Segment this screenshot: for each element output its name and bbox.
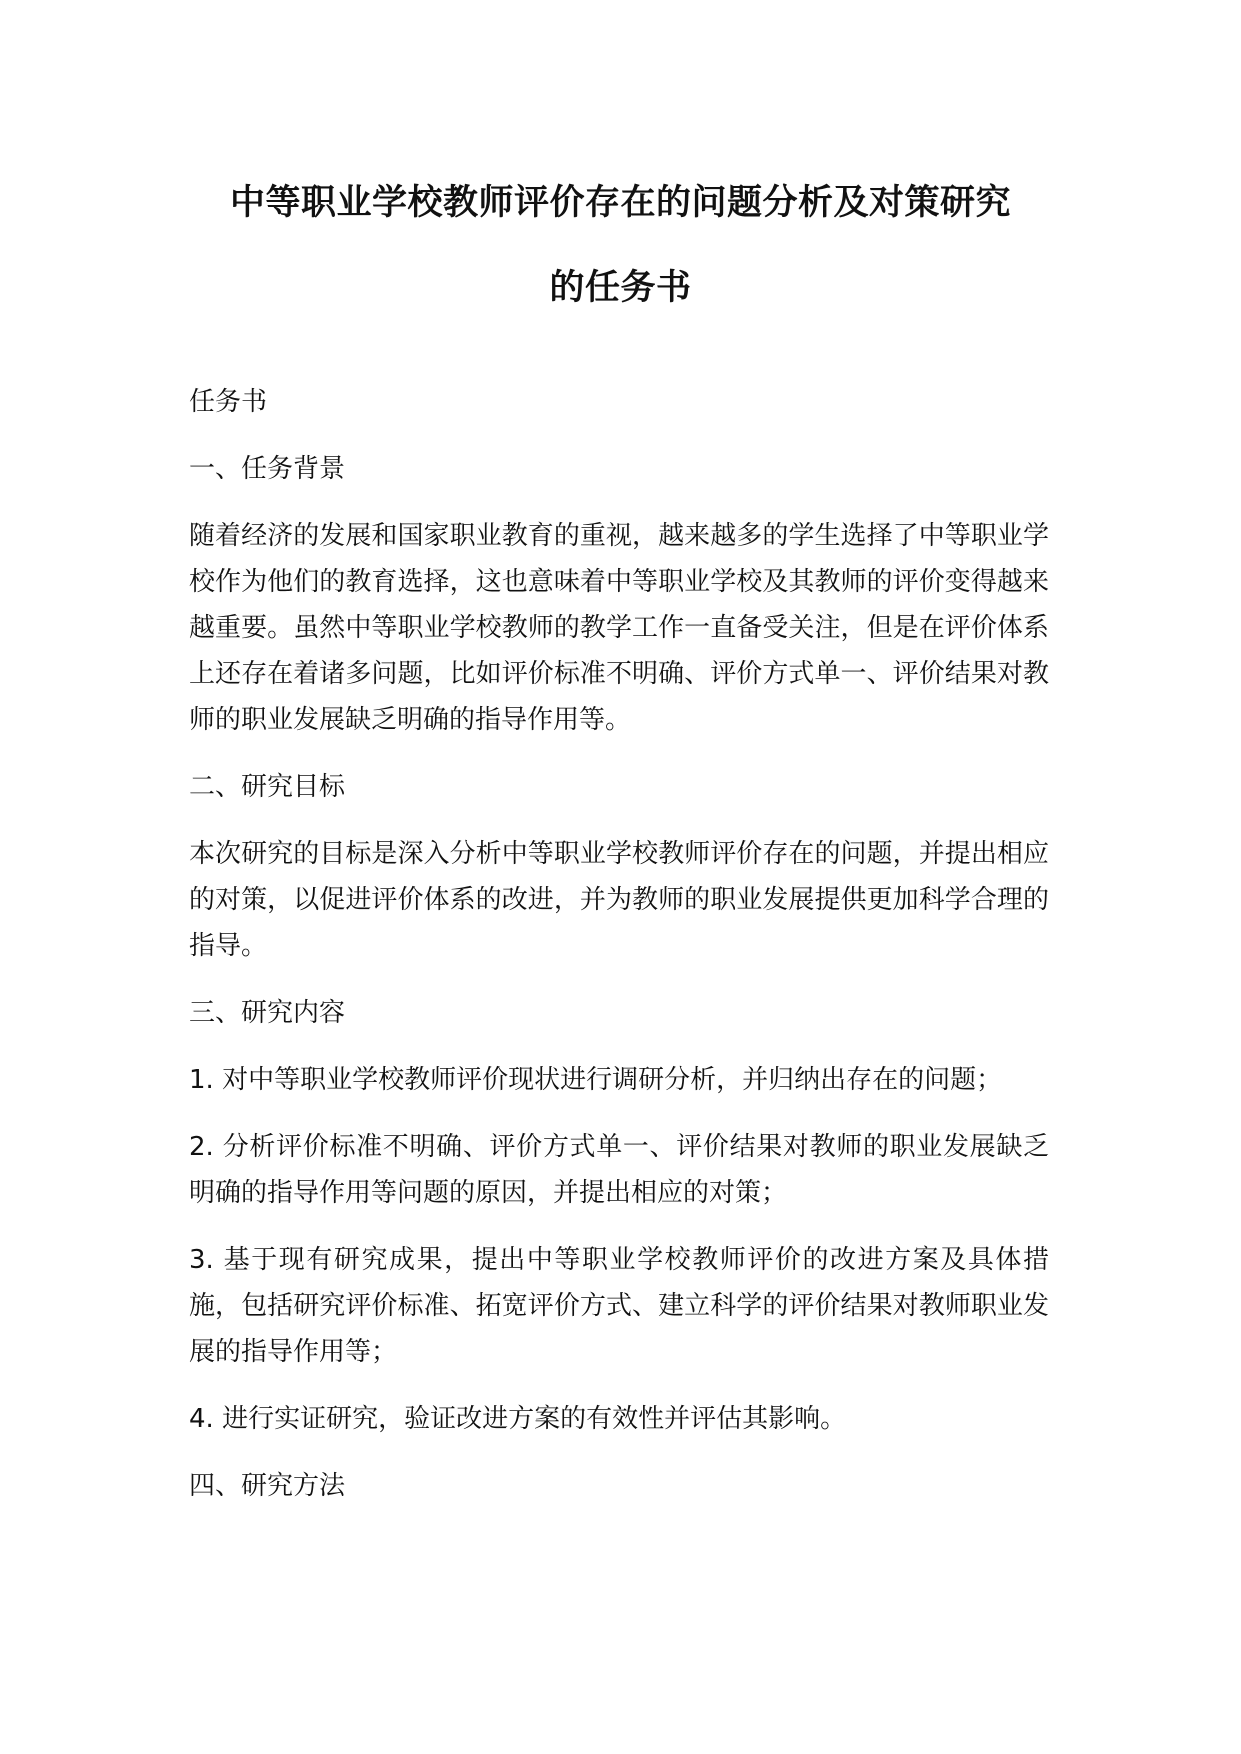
- section-heading-methods: 四、研究方法: [189, 1471, 346, 1501]
- document-title-line-1: 中等职业学校教师评价存在的问题分析及对策研究: [229, 183, 1011, 223]
- list-item-content-2: 2. 分析评价标准不明确、评价方式单一、评价结果对教师的职业发展缺乏明确的指导作用等问题的原因，并提出相应的对策；: [189, 1132, 1049, 1208]
- section-label-task-book: 任务书: [189, 387, 268, 417]
- document-title-line-2: 的任务书: [549, 268, 692, 308]
- document-body: [189, 379, 1049, 1530]
- section-heading-background: 一、任务背景: [189, 454, 346, 484]
- list-item-content-4: 4. 进行实证研究，验证改进方案的有效性并评估其影响。: [189, 1404, 847, 1434]
- section-heading-goals: 二、研究目标: [189, 772, 346, 802]
- list-item-content-1: 1. 对中等职业学校教师评价现状进行调研分析，并归纳出存在的问题；: [189, 1065, 1003, 1095]
- section-heading-content: 三、研究内容: [189, 998, 346, 1028]
- list-item-content-3: 3. 基于现有研究成果，提出中等职业学校教师评价的改进方案及具体措施，包括研究评价标准、拓宽评价方式、建立科学的评价结果对教师职业发展的指导作用等；: [189, 1245, 1049, 1367]
- paragraph-background: 随着经济的发展和国家职业教育的重视，越来越多的学生选择了中等职业学校作为他们的教育选择，这也意味着中等职业学校及其教师的评价变得越来越重要。虽然中等职业学校教师的教学工作一直备受关注，但是在评价体系上还存在着诸多问题，比如评价标准不明确、评价方式单一、评价结果对教师的职业发展缺乏明确的指导作用等。: [189, 521, 1049, 735]
- paragraph-goals: 本次研究的目标是深入分析中等职业学校教师评价存在的问题，并提出相应的对策，以促进评价体系的改进，并为教师的职业发展提供更加科学合理的指导。: [189, 839, 1049, 961]
